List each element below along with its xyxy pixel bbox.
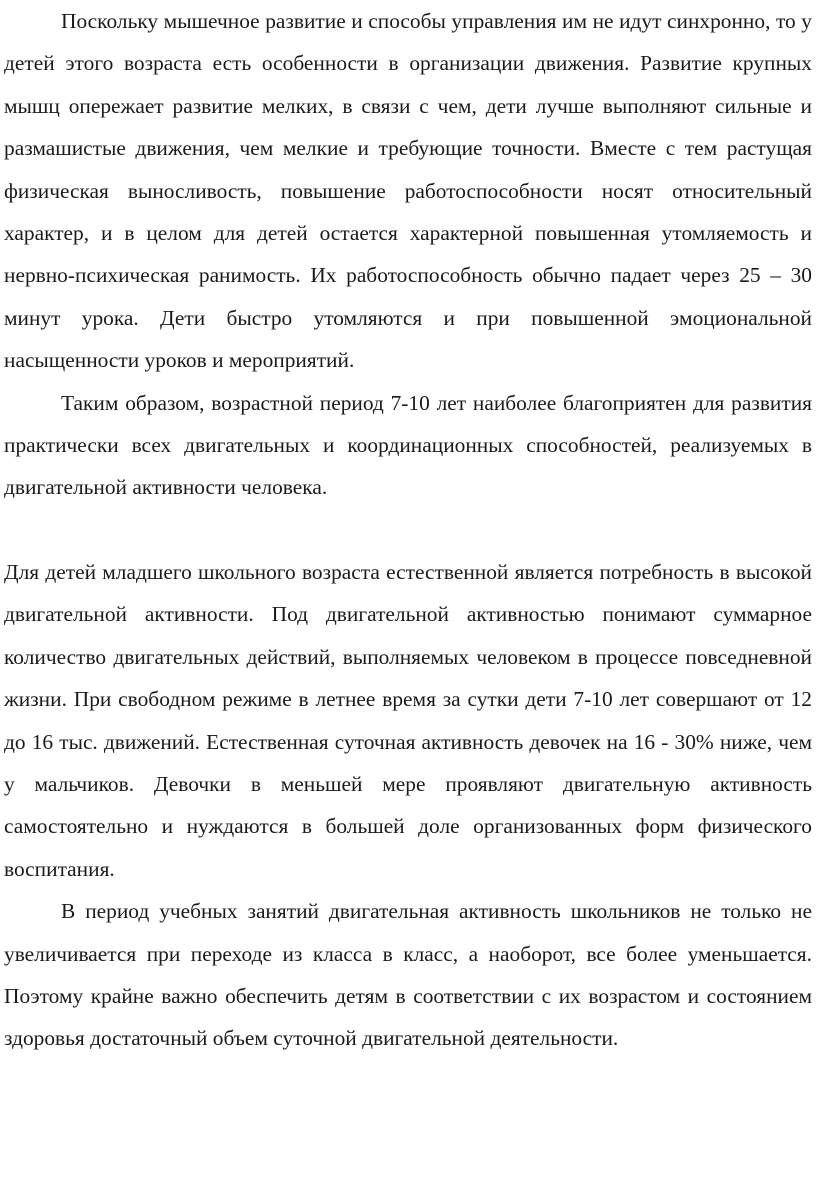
paragraph-spacer bbox=[4, 509, 812, 551]
document-page bbox=[4, 0, 812, 1060]
paragraph-muscle-development: Поскольку мышечное развитие и способы управления им не идут синхронно, то у детей этого возраста есть особенности в организации движения. Развитие крупных мышц опережает развитие мелких, в связи с чем, дети лучше выполняют сильные и размашистые движения, чем мелкие и требующие точности. Вместе с тем растущая физическая выносливость, повышение работоспособности носят относительный характер, и в целом для детей остается характерной повышенная утомляемость и нервно-психическая ранимость. Их работоспособность обычно падает через 25 – 30 минут урока. Дети быстро утомляются и при повышенной эмоциональной насыщенности уроков и мероприятий. bbox=[4, 9, 812, 373]
paragraph-school-activity-decline: В период учебных занятий двигательная активность школьников не только не увеличивается при переходе из класса в класс, а наоборот, все более уменьшается. Поэтому крайне важно обеспечить детям в соответствии с их возрастом и состоянием здоровья достаточный объем суточной двигательной деятельности. bbox=[4, 899, 812, 1051]
paragraph-age-period-conclusion: Таким образом, возрастной период 7-10 лет наиболее благоприятен для развития практически всех двигательных и координационных способностей, реализуемых в двигательной активности человека. bbox=[4, 390, 812, 500]
paragraph-motor-activity-need: Для детей младшего школьного возраста естественной является потребность в высокой двигательной активности. Под двигательной активностью понимают суммарное количество двигательных действий, выполняемых человеком в процессе повседневной жизни. При свободном режиме в летнее время за сутки дети 7-10 лет совершают от 12 до 16 тыс. движений. Естественная суточная активность девочек на 16 - 30% ниже, чем у мальчиков. Девочки в меньшей мере проявляют двигательную активность самостоятельно и нуждаются в большей доле организованных форм физического воспитания. bbox=[4, 559, 812, 881]
